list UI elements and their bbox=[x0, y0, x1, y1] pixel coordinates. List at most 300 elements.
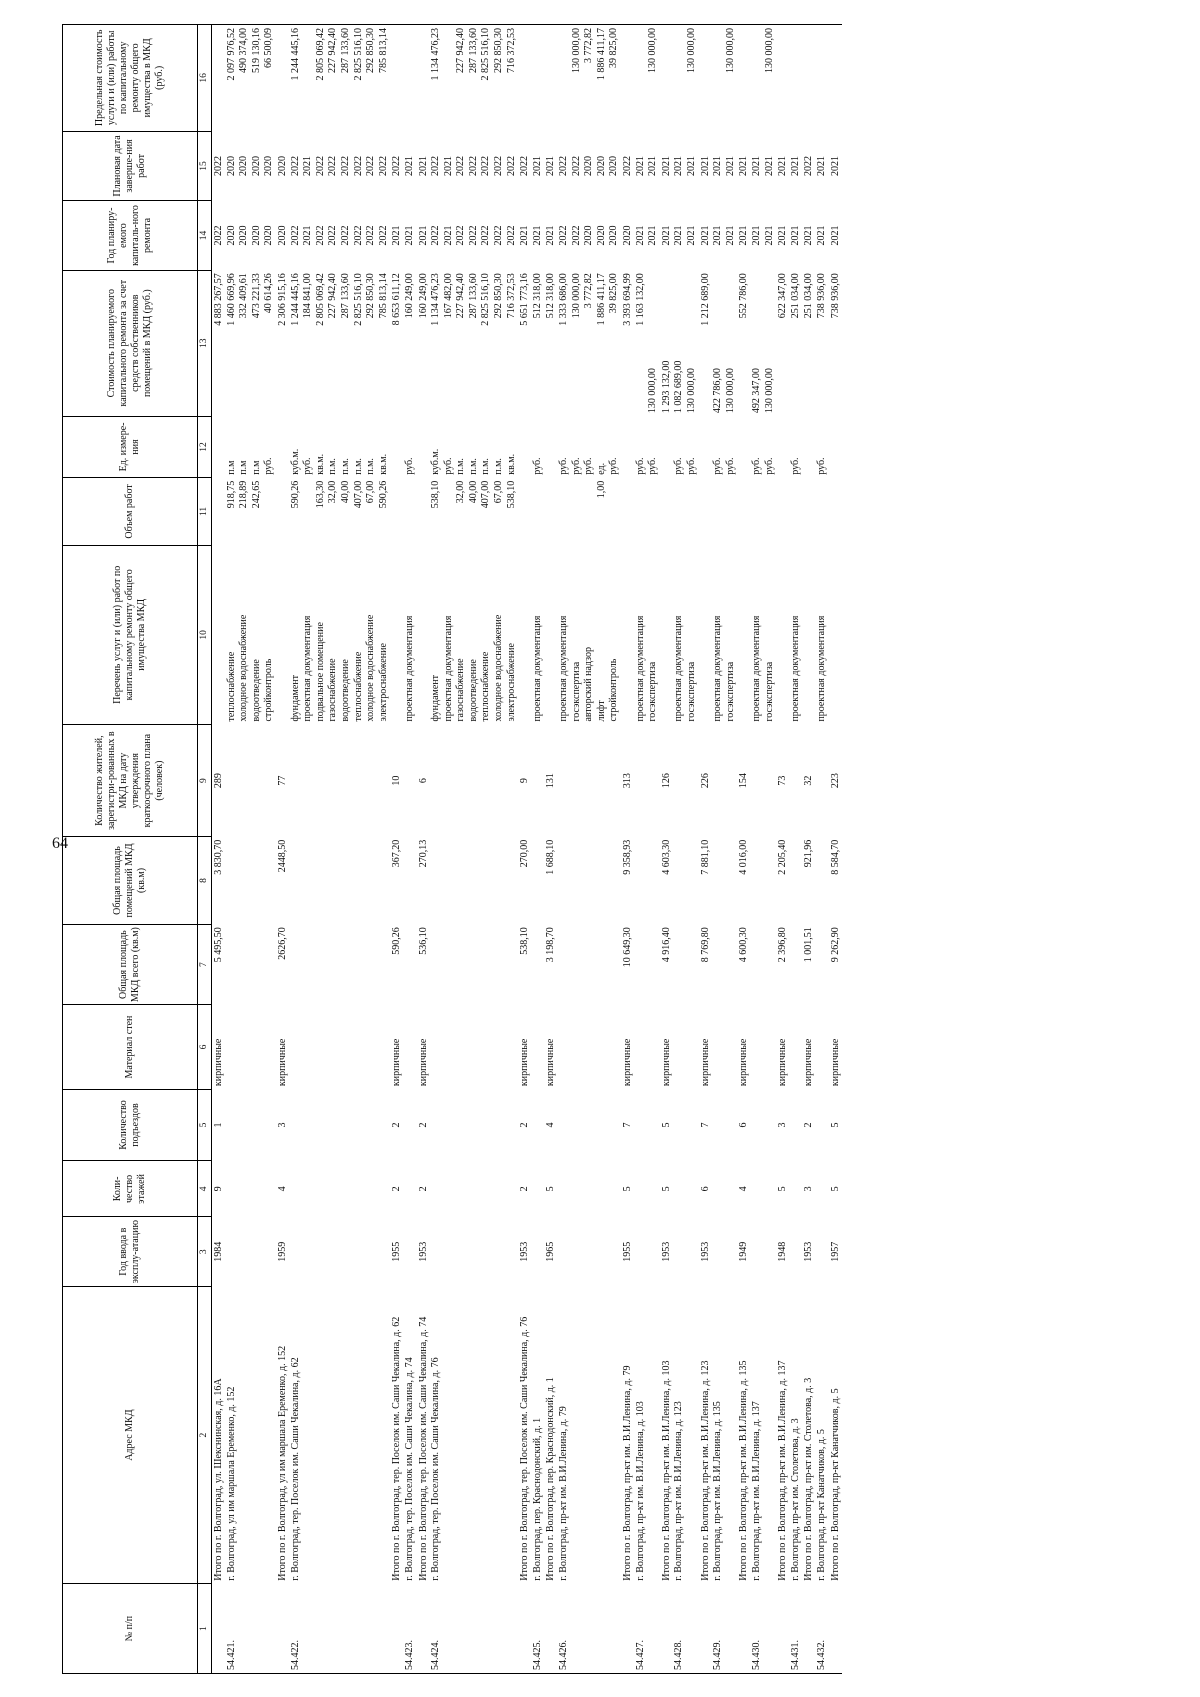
cell-col-5 bbox=[238, 1089, 251, 1161]
cell-col-15: 2021 bbox=[738, 155, 750, 176]
cell-col-13: 2 805 069,42 bbox=[314, 273, 326, 326]
cell-col-5 bbox=[712, 1089, 725, 1161]
cell-col-16: 130 000,00 bbox=[686, 25, 699, 132]
cell-col-4 bbox=[290, 1161, 303, 1217]
cell-col-4 bbox=[315, 1161, 328, 1217]
cell-col-4 bbox=[480, 1161, 493, 1217]
cell-col-1 bbox=[276, 1584, 290, 1674]
cell-col-8 bbox=[608, 837, 621, 924]
cell-col-1 bbox=[571, 1584, 584, 1674]
cell-col-11 bbox=[390, 478, 404, 545]
column-header: Предельная стоимость услуги и (или) работы по капитальному ремонту общего имущества в МКД (руб.) bbox=[63, 25, 198, 132]
cell-col-8 bbox=[790, 837, 803, 924]
cell-col-15: 2022 bbox=[480, 155, 492, 176]
cell-col-13: 251 034,00 bbox=[803, 273, 815, 319]
cell-col-7 bbox=[302, 924, 315, 1005]
cell-col-7 bbox=[290, 924, 303, 1005]
cell-col-7: 10 649,30 bbox=[622, 927, 633, 968]
cell-col-14: 2021 bbox=[403, 225, 415, 246]
cell-col-16 bbox=[443, 25, 456, 132]
cell-col-3 bbox=[443, 1217, 456, 1287]
table-row bbox=[647, 25, 660, 1674]
cell-col-13: 2 825 516,10 bbox=[352, 273, 364, 326]
cell-col-10: проектная документация bbox=[442, 615, 454, 722]
cell-col-9: 77 bbox=[276, 775, 288, 786]
cell-col-15: 2021 bbox=[724, 155, 736, 176]
cell-col-7 bbox=[596, 924, 609, 1005]
cell-col-10: проектная документация bbox=[558, 615, 570, 722]
cell-col-13: 39 825,00 bbox=[608, 273, 620, 314]
cell-col-7 bbox=[725, 924, 738, 1005]
cell-col-5 bbox=[302, 1089, 315, 1161]
column-number: 3 bbox=[198, 1217, 212, 1287]
cell-col-1 bbox=[725, 1584, 738, 1674]
cell-col-7 bbox=[571, 924, 584, 1005]
cell-col-5: 2 bbox=[391, 1122, 403, 1128]
cell-col-6 bbox=[430, 1005, 443, 1089]
cell-col-3 bbox=[238, 1217, 251, 1287]
cell-col-15: 2022 bbox=[558, 155, 570, 176]
cell-col-7 bbox=[790, 924, 803, 1005]
cell-col-14: 2021 bbox=[545, 225, 557, 246]
cell-col-15: 2021 bbox=[442, 155, 454, 176]
cell-col-1: 54.430. bbox=[751, 1584, 764, 1674]
cell-col-2: г. Волгоград, тер. Поселок им. Саши Чекалина, д. 76 bbox=[430, 1357, 442, 1581]
cell-col-13: 1 333 686,00 bbox=[558, 273, 570, 326]
cell-col-3: 1948 bbox=[777, 1241, 789, 1262]
cell-col-1 bbox=[737, 1584, 751, 1674]
cell-col-5 bbox=[790, 1089, 803, 1161]
cell-col-10 bbox=[776, 545, 790, 724]
cell-col-16 bbox=[660, 25, 674, 132]
cell-col-7 bbox=[480, 924, 493, 1005]
column-number: 13 bbox=[198, 270, 212, 416]
cell-col-13: 332 409,61 bbox=[238, 273, 250, 319]
cell-col-7 bbox=[443, 924, 456, 1005]
cell-col-8 bbox=[686, 837, 699, 924]
cell-col-11 bbox=[518, 478, 532, 545]
cell-col-11 bbox=[802, 478, 816, 545]
cell-col-1: 54.424. bbox=[430, 1584, 443, 1674]
cell-col-8 bbox=[673, 837, 686, 924]
cell-col-13: 473 221,33 bbox=[250, 273, 262, 319]
cell-col-14: 2021 bbox=[647, 225, 659, 246]
capital-repair-table bbox=[62, 24, 842, 1674]
cell-col-6 bbox=[238, 1005, 251, 1089]
cell-col-11: 590,26 bbox=[377, 480, 389, 509]
cell-col-1 bbox=[621, 1584, 635, 1674]
cell-col-16: 130 000,00 bbox=[725, 25, 738, 132]
cell-col-5 bbox=[455, 1089, 468, 1161]
cell-col-7 bbox=[238, 924, 251, 1005]
cell-col-7 bbox=[751, 924, 764, 1005]
cell-col-8: 9 358,93 bbox=[622, 839, 633, 875]
column-number: 16 bbox=[198, 25, 212, 132]
cell-col-10: фундамент bbox=[430, 674, 442, 722]
cell-col-16: 287 133,60 bbox=[340, 25, 353, 132]
cell-col-10 bbox=[518, 545, 532, 724]
cell-col-13: 227 942,40 bbox=[455, 273, 467, 319]
cell-col-2: Итого по г. Волгоград, пер. Краснодонский, д. 1 bbox=[545, 1377, 557, 1581]
cell-col-9: 6 bbox=[417, 778, 429, 784]
cell-col-8: 4 016,00 bbox=[738, 839, 750, 875]
cell-col-7 bbox=[712, 924, 725, 1005]
table-row bbox=[327, 25, 340, 1674]
cell-col-13: 1 163 132,00 bbox=[634, 273, 646, 326]
cell-col-4 bbox=[340, 1161, 353, 1217]
cell-col-6 bbox=[506, 1005, 519, 1089]
cell-col-8: 4 603,30 bbox=[660, 839, 672, 875]
cell-col-13: 292 850,30 bbox=[493, 273, 505, 319]
cell-col-6 bbox=[327, 1005, 340, 1089]
cell-col-16: 716 372,53 bbox=[506, 25, 519, 132]
cell-col-14: 2020 bbox=[276, 225, 288, 246]
cell-col-4 bbox=[263, 1161, 276, 1217]
cell-col-10: водоотведение bbox=[339, 659, 351, 722]
table-row bbox=[430, 25, 443, 1674]
cell-col-14: 2021 bbox=[531, 225, 543, 246]
cell-col-13: 2 825 516,10 bbox=[480, 273, 492, 326]
cell-col-11 bbox=[212, 478, 226, 545]
total-row bbox=[660, 25, 674, 1674]
cell-col-8: 8 584,70 bbox=[829, 839, 841, 875]
cell-col-16 bbox=[558, 25, 571, 132]
cell-col-2 bbox=[443, 1287, 456, 1584]
cell-col-6: кирпичные bbox=[213, 1038, 224, 1087]
cell-col-1 bbox=[699, 1584, 713, 1674]
cell-col-8 bbox=[712, 837, 725, 924]
cell-col-1: 54.431. bbox=[790, 1584, 803, 1674]
cell-col-14: 2022 bbox=[455, 225, 467, 246]
column-number: 4 bbox=[198, 1161, 212, 1217]
cell-col-15: 2021 bbox=[699, 155, 711, 176]
cell-col-8 bbox=[226, 837, 239, 924]
cell-col-2 bbox=[468, 1287, 481, 1584]
cell-col-2: Итого по г. Волгоград, пр-кт им. В.И.Ленина, д. 137 bbox=[777, 1360, 789, 1581]
cell-col-6: кирпичные bbox=[622, 1038, 633, 1087]
cell-col-13: 160 249,00 bbox=[417, 273, 429, 319]
cell-col-14: 2021 bbox=[699, 225, 711, 246]
cell-col-9 bbox=[327, 725, 340, 837]
cell-col-1: 54.426. bbox=[558, 1584, 571, 1674]
cell-col-13: 3 772,82 bbox=[583, 273, 595, 309]
cell-col-5 bbox=[290, 1089, 303, 1161]
cell-col-14: 2021 bbox=[750, 225, 762, 246]
cell-col-16: 292 850,30 bbox=[365, 25, 378, 132]
cell-col-3 bbox=[608, 1217, 621, 1287]
cell-col-3: 1955 bbox=[622, 1241, 633, 1262]
cell-col-4 bbox=[608, 1161, 621, 1217]
cell-col-9 bbox=[712, 725, 725, 837]
cell-col-8 bbox=[493, 837, 506, 924]
cell-col-6 bbox=[583, 1005, 596, 1089]
cell-col-12 bbox=[699, 416, 713, 478]
cell-col-1 bbox=[583, 1584, 596, 1674]
cell-col-8 bbox=[404, 837, 417, 924]
cell-col-15: 2021 bbox=[660, 155, 672, 176]
cell-col-14: 2021 bbox=[391, 225, 403, 246]
cell-col-14: 2022 bbox=[570, 225, 582, 246]
table-row bbox=[571, 25, 584, 1674]
cell-col-5: 5 bbox=[829, 1122, 841, 1128]
cell-col-4 bbox=[378, 1161, 391, 1217]
cell-col-11: 407,00 bbox=[352, 480, 364, 509]
column-number: 11 bbox=[198, 478, 212, 545]
cell-col-12: руб. bbox=[673, 457, 685, 475]
cell-col-9 bbox=[353, 725, 366, 837]
cell-col-3 bbox=[635, 1217, 648, 1287]
cell-col-2: г. Волгоград, пр-кт им. В.И.Ленина, д. 103 bbox=[634, 1401, 646, 1581]
table-row bbox=[686, 25, 699, 1674]
cell-col-3 bbox=[327, 1217, 340, 1287]
cell-col-9 bbox=[635, 725, 648, 837]
total-row bbox=[829, 25, 843, 1674]
cell-col-6 bbox=[365, 1005, 378, 1089]
column-header: Общая площадь МКД всего (кв.м) bbox=[63, 924, 198, 1005]
cell-col-15: 2021 bbox=[763, 155, 775, 176]
cell-col-14: 2021 bbox=[302, 225, 314, 246]
cell-col-11: 1,00 bbox=[595, 480, 607, 499]
cell-col-8 bbox=[302, 837, 315, 924]
cell-col-5 bbox=[647, 1089, 660, 1161]
cell-col-12: п.м. bbox=[327, 458, 339, 475]
cell-col-5 bbox=[251, 1089, 264, 1161]
cell-col-16: 1 134 476,23 bbox=[430, 25, 443, 132]
cell-col-11: 40,00 bbox=[467, 480, 479, 504]
cell-col-12: п.м. bbox=[339, 458, 351, 475]
cell-col-6: кирпичные bbox=[829, 1038, 841, 1087]
cell-col-6: кирпичные bbox=[519, 1038, 531, 1087]
cell-col-11: 590,26 bbox=[289, 480, 301, 509]
cell-col-3 bbox=[596, 1217, 609, 1287]
cell-col-14: 2021 bbox=[634, 225, 646, 246]
cell-col-15: 2022 bbox=[570, 155, 582, 176]
cell-col-8: 2 205,40 bbox=[777, 839, 789, 875]
cell-col-14: 2021 bbox=[685, 225, 697, 246]
cell-col-4: 5 bbox=[660, 1186, 672, 1192]
cell-col-12: п.м. bbox=[352, 458, 364, 475]
cell-col-9 bbox=[506, 725, 519, 837]
cell-col-13: 4 883 267,57 bbox=[213, 273, 224, 326]
cell-col-7: 590,26 bbox=[391, 927, 403, 955]
cell-col-13: 785 813,14 bbox=[377, 273, 389, 319]
cell-col-13: 130 000,00 bbox=[724, 368, 736, 414]
cell-col-10: проектная документация bbox=[750, 615, 762, 722]
cell-col-7 bbox=[404, 924, 417, 1005]
column-header: Плановая дата заверше-ния работ bbox=[63, 131, 198, 201]
cell-col-9 bbox=[365, 725, 378, 837]
cell-col-1 bbox=[468, 1584, 481, 1674]
cell-col-5 bbox=[404, 1089, 417, 1161]
total-row bbox=[390, 25, 404, 1674]
cell-col-3 bbox=[290, 1217, 303, 1287]
cell-col-13: 130 000,00 bbox=[647, 368, 659, 414]
cell-col-13: 512 318,00 bbox=[531, 273, 543, 319]
cell-col-5: 5 bbox=[660, 1122, 672, 1128]
cell-col-6 bbox=[764, 1005, 777, 1089]
cell-col-5 bbox=[506, 1089, 519, 1161]
cell-col-3: 1949 bbox=[738, 1241, 750, 1262]
cell-col-6 bbox=[226, 1005, 239, 1089]
cell-col-3 bbox=[455, 1217, 468, 1287]
cell-col-4 bbox=[764, 1161, 777, 1217]
cell-col-5 bbox=[480, 1089, 493, 1161]
cell-col-1 bbox=[802, 1584, 816, 1674]
cell-col-9: 226 bbox=[699, 773, 711, 789]
cell-col-14: 2020 bbox=[225, 225, 237, 246]
column-number: 9 bbox=[198, 725, 212, 837]
cell-col-2: г. Волгоград, пр-кт им. В.И.Ленина, д. 137 bbox=[750, 1401, 762, 1581]
table-row bbox=[251, 25, 264, 1674]
cell-col-1 bbox=[443, 1584, 456, 1674]
cell-col-11 bbox=[751, 478, 764, 545]
cell-col-2 bbox=[764, 1287, 777, 1584]
cell-col-11: 242,65 bbox=[250, 480, 262, 509]
cell-col-4 bbox=[532, 1161, 545, 1217]
cell-col-14: 2022 bbox=[493, 225, 505, 246]
cell-col-12: руб. bbox=[403, 457, 415, 475]
cell-col-9: 32 bbox=[803, 775, 815, 786]
cell-col-15: 2020 bbox=[595, 155, 607, 176]
cell-col-12: руб. bbox=[263, 457, 275, 475]
cell-col-9 bbox=[816, 725, 829, 837]
cell-col-4: 2 bbox=[519, 1186, 531, 1192]
cell-col-16 bbox=[518, 25, 532, 132]
cell-col-16: 130 000,00 bbox=[647, 25, 660, 132]
cell-col-2 bbox=[340, 1287, 353, 1584]
cell-col-4 bbox=[725, 1161, 738, 1217]
cell-col-13: 2 306 915,16 bbox=[276, 273, 288, 326]
cell-col-14: 2021 bbox=[803, 225, 815, 246]
cell-col-9 bbox=[290, 725, 303, 837]
cell-col-16: 1 244 445,16 bbox=[290, 25, 303, 132]
cell-col-12 bbox=[212, 416, 226, 478]
cell-col-3 bbox=[506, 1217, 519, 1287]
cell-col-4 bbox=[226, 1161, 239, 1217]
cell-col-9 bbox=[764, 725, 777, 837]
cell-col-6 bbox=[596, 1005, 609, 1089]
cell-col-13: 1 134 476,23 bbox=[430, 273, 442, 326]
cell-col-6 bbox=[673, 1005, 686, 1089]
cell-col-1 bbox=[455, 1584, 468, 1674]
cell-col-8 bbox=[647, 837, 660, 924]
cell-col-2 bbox=[365, 1287, 378, 1584]
cell-col-4 bbox=[404, 1161, 417, 1217]
cell-col-4: 2 bbox=[417, 1186, 429, 1192]
column-header: Коли-чество этажей bbox=[63, 1161, 198, 1217]
cell-col-14: 2021 bbox=[789, 225, 801, 246]
cell-col-1: 54.421. bbox=[226, 1584, 239, 1674]
cell-col-10: проектная документация bbox=[815, 615, 827, 722]
cell-col-10: теплоснабжение bbox=[480, 651, 492, 722]
cell-col-15: 2021 bbox=[777, 155, 789, 176]
cell-col-2: Итого по г. Волгоград, ул им маршала Еременко, д. 152 bbox=[276, 1345, 288, 1581]
cell-col-12: руб. bbox=[724, 457, 736, 475]
cell-col-10: электроснабжение bbox=[505, 643, 517, 722]
cell-col-10: госэкспертиза bbox=[763, 661, 775, 722]
cell-col-11 bbox=[404, 478, 417, 545]
column-header: Перечень услуг и (или) работ по капитальному ремонту общего имущества МКД bbox=[63, 545, 198, 724]
cell-col-3 bbox=[712, 1217, 725, 1287]
cell-col-12: руб. bbox=[442, 457, 454, 475]
column-number: 6 bbox=[198, 1005, 212, 1089]
cell-col-2 bbox=[238, 1287, 251, 1584]
cell-col-10 bbox=[212, 545, 226, 724]
cell-col-11 bbox=[712, 478, 725, 545]
cell-col-10: проектная документация bbox=[634, 615, 646, 722]
cell-col-13: 251 034,00 bbox=[789, 273, 801, 319]
cell-col-8 bbox=[751, 837, 764, 924]
cell-col-1: 54.432. bbox=[816, 1584, 829, 1674]
cell-col-6 bbox=[608, 1005, 621, 1089]
total-row bbox=[737, 25, 751, 1674]
cell-col-10: холодное водоснабжение bbox=[493, 614, 505, 722]
cell-col-13: 130 000,00 bbox=[570, 273, 582, 319]
cell-col-3 bbox=[430, 1217, 443, 1287]
cell-col-2 bbox=[251, 1287, 264, 1584]
cell-col-16 bbox=[790, 25, 803, 132]
cell-col-14: 2021 bbox=[738, 225, 750, 246]
cell-col-3 bbox=[647, 1217, 660, 1287]
cell-col-3: 1984 bbox=[213, 1241, 224, 1262]
cell-col-12: руб. bbox=[570, 457, 582, 475]
cell-col-11 bbox=[532, 478, 545, 545]
cell-col-2: г. Волгоград, пр-кт им. Столетова, д. 3 bbox=[789, 1418, 801, 1581]
total-row bbox=[776, 25, 790, 1674]
cell-col-6 bbox=[443, 1005, 456, 1089]
cell-col-2 bbox=[608, 1287, 621, 1584]
cell-col-8 bbox=[558, 837, 571, 924]
cell-col-1 bbox=[764, 1584, 777, 1674]
cell-col-11 bbox=[686, 478, 699, 545]
cell-col-3 bbox=[226, 1217, 239, 1287]
cell-col-8 bbox=[378, 837, 391, 924]
cell-col-4: 5 bbox=[777, 1186, 789, 1192]
cell-col-3 bbox=[340, 1217, 353, 1287]
table-row bbox=[596, 25, 609, 1674]
cell-col-12: руб. bbox=[558, 457, 570, 475]
cell-col-7 bbox=[816, 924, 829, 1005]
cell-col-2 bbox=[493, 1287, 506, 1584]
table-row bbox=[532, 25, 545, 1674]
cell-col-6 bbox=[404, 1005, 417, 1089]
cell-col-9: 154 bbox=[738, 773, 750, 789]
table-row bbox=[238, 25, 251, 1674]
cell-col-9 bbox=[378, 725, 391, 837]
cell-col-6: кирпичные bbox=[276, 1038, 288, 1087]
cell-col-2: г. Волгоград, пр-кт Канатчиков, д. 5 bbox=[815, 1429, 827, 1581]
cell-col-11 bbox=[673, 478, 686, 545]
cell-col-8 bbox=[443, 837, 456, 924]
table-row bbox=[751, 25, 764, 1674]
cell-col-1: 54.429. bbox=[712, 1584, 725, 1674]
cell-col-1 bbox=[353, 1584, 366, 1674]
cell-col-15: 2020 bbox=[608, 155, 620, 176]
cell-col-4 bbox=[506, 1161, 519, 1217]
cell-col-9 bbox=[404, 725, 417, 837]
cell-col-6 bbox=[816, 1005, 829, 1089]
cell-col-9 bbox=[468, 725, 481, 837]
table-row bbox=[290, 25, 303, 1674]
cell-col-4: 5 bbox=[622, 1186, 633, 1192]
cell-col-15: 2022 bbox=[377, 155, 389, 176]
cell-col-15: 2022 bbox=[352, 155, 364, 176]
cell-col-14: 2020 bbox=[238, 225, 250, 246]
cell-col-13: 492 347,00 bbox=[750, 368, 762, 414]
cell-col-5 bbox=[764, 1089, 777, 1161]
cell-col-4: 5 bbox=[829, 1186, 841, 1192]
cell-col-16: 1 886 411,17 bbox=[596, 25, 609, 132]
